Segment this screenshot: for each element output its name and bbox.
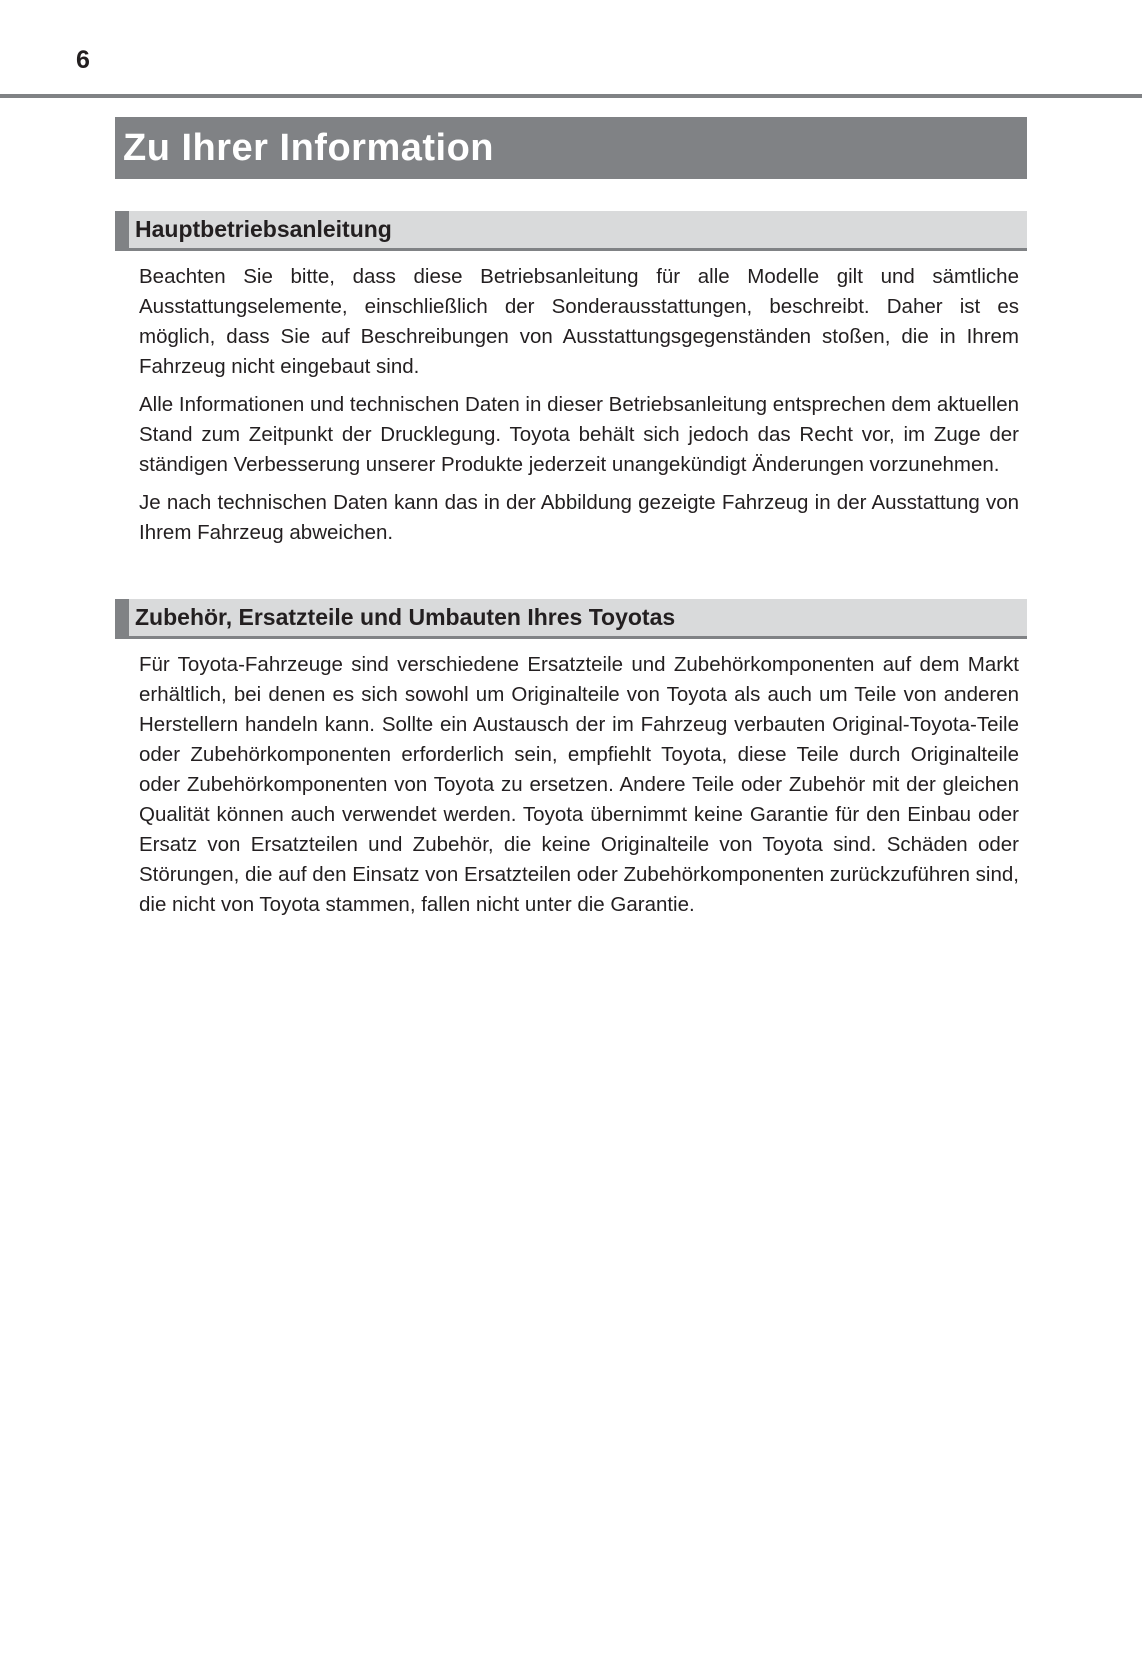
paragraph: Alle Informationen und technischen Daten in dieser Betriebsanleitung entsprechen dem aktuellen Stand zum Zeitpunkt der Drucklegung. Toyota behält sich jedoch das Recht vor, im Zuge der ständigen Verbesserung unserer Produkte jederzeit unangekündigt Änderungen vorzunehmen. [139,393,1019,476]
page-number: 6 [76,46,90,74]
paragraph: Für Toyota-Fahrzeuge sind verschiedene Ersatzteile und Zubehörkomponenten auf dem Markt erhältlich, bei denen es sich sowohl um Originalteile von Toyota als auch um Teile von anderen Herstellern handeln kann. Sollte ein Austausch der im Fahrzeug verbauten Original-Toyota-Teile oder Zubehörkomponenten erforderlich sein, empfiehlt Toyota, diese Teile durch Originalteile oder Zubehörkomponenten von Toyota zu ersetzen. Andere Teile oder Zubehör mit der gleichen Qualität können auch verwendet werden. Toyota übernimmt keine Garantie für den Einbau oder Ersatz von Ersatzteilen und Zubehör, die keine Originalteile von Toyota sind. Schäden oder Störungen, die auf den Einsatz von Ersatzteilen oder Zubehörkomponenten zurückzuführen sind, die nicht von Toyota stammen, fallen nicht unter die Garantie. [139,653,1019,916]
paragraph: Je nach technischen Daten kann das in der Abbildung gezeigte Fahrzeug in der Ausstattung von Ihrem Fahrzeug abweichen. [139,491,1019,544]
section-heading-accessories: Zubehör, Ersatzteile und Umbauten Ihres Toyotas [115,599,1027,639]
section-heading-main-manual: Hauptbetriebsanleitung [115,211,1027,251]
header-rule [0,94,1142,98]
paragraph: Beachten Sie bitte, dass diese Betriebsanleitung für alle Modelle gilt und sämtliche Ausstattungselemente, einschließlich der Sonderausstattungen, beschreibt. Daher ist es möglich, dass Sie auf Beschreibungen von Ausstattungsgegenständen stoßen, die in Ihrem Fahrzeug nicht eingebaut sind. [139,265,1019,378]
page-title: Zu Ihrer Information [115,117,1027,179]
section-body-main-manual [139,262,1019,556]
section-body-accessories [139,650,1019,928]
